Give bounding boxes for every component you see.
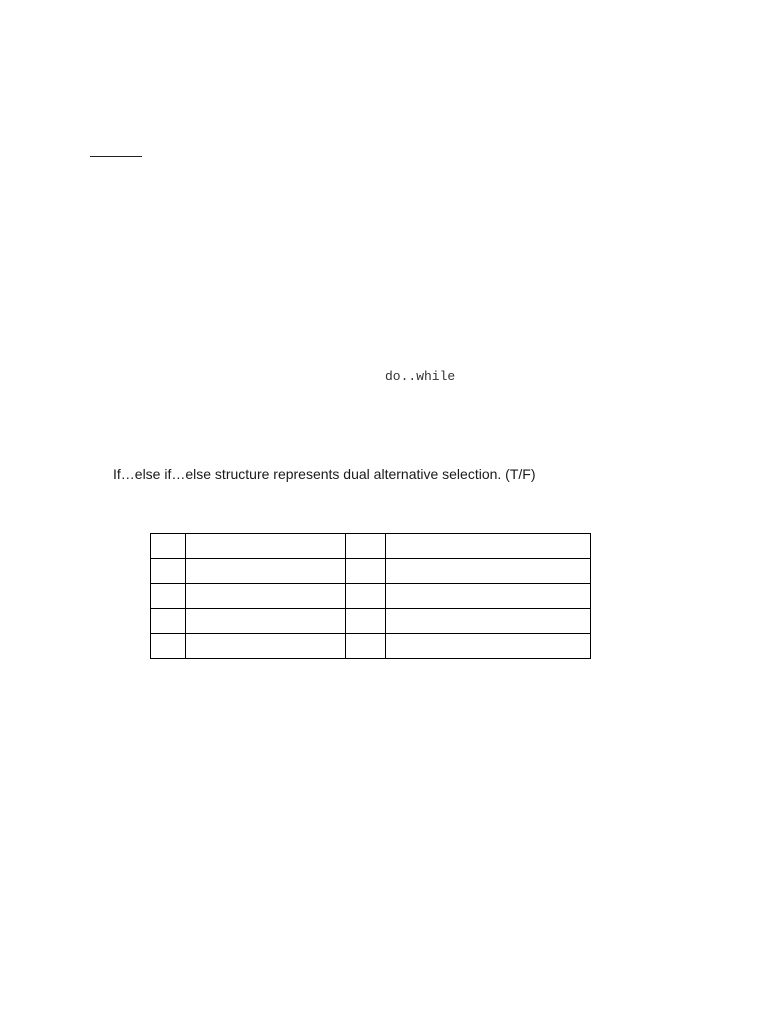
table-cell [346, 584, 386, 609]
table-cell [186, 634, 346, 659]
table-cell [186, 534, 346, 559]
table-cell [386, 584, 591, 609]
table-cell [346, 559, 386, 584]
table-row [151, 609, 591, 634]
table-row [151, 559, 591, 584]
table-cell [151, 584, 186, 609]
fill-in-blank-line [90, 156, 142, 157]
table-row [151, 534, 591, 559]
table-cell [346, 609, 386, 634]
table-cell [186, 559, 346, 584]
table-cell [386, 534, 591, 559]
code-term: do..while [385, 369, 456, 384]
table-cell [386, 609, 591, 634]
table-row [151, 634, 591, 659]
table-cell [346, 534, 386, 559]
table-cell [186, 609, 346, 634]
table-cell [186, 584, 346, 609]
table-cell [151, 559, 186, 584]
table-cell [151, 534, 186, 559]
table-cell [346, 634, 386, 659]
true-false-question: If…else if…else structure represents dual alternative selection. (T/F) [113, 466, 536, 482]
table-cell [151, 609, 186, 634]
table-cell [386, 559, 591, 584]
answer-table [150, 533, 591, 659]
table-cell [151, 634, 186, 659]
table-row [151, 584, 591, 609]
table-cell [386, 634, 591, 659]
